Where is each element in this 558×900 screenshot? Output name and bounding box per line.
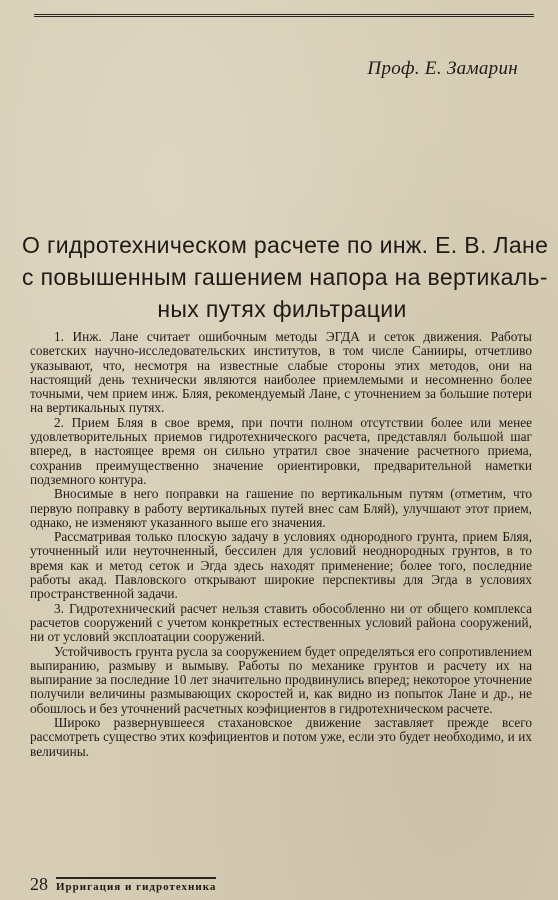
paragraph-7: Широко развернувшееся стахановское движение заставляет прежде всего рассмотреть существо этих коэфициентов и потом уже, если это будет необходимо, и их величины. <box>30 715 532 759</box>
article-body <box>30 330 532 759</box>
page-number: 28 <box>30 874 48 894</box>
paragraph-6: Устойчивость грунта русла за сооружением будет определяться его сопротивлением выпиранию, размыву и вымыву. Работы по механике грунтов и расчету их на выпирание за последние 10 лет значительно продвинулись вперед; некоторое уточнение получили величины размывающих скоростей и, как видно из попыток Лане и др., не обошлось и без уточнений расчетных коэфициентов в гидротехническом расчете. <box>30 643 532 716</box>
paragraph-5: 3. Гидротехнический расчет нельзя ставить обособленно ни от общего комплекса расчетов сооружений с учетом конкретных естественных условий района сооружений, ни от условий эксплоатации сооружений. <box>30 600 532 645</box>
page-footer <box>30 875 216 893</box>
journal-name: Ирригация и гидротехника <box>56 877 216 893</box>
title-line-1: О гидротехническом расчете по инж. Е. В. Лане <box>22 232 549 258</box>
top-double-rule <box>34 14 534 17</box>
title-line-2: с повышенным гашением напора на вертикаль- <box>22 264 548 290</box>
article-title <box>22 229 549 325</box>
author-name: Проф. Е. Замарин <box>367 58 518 79</box>
paragraph-1: 1. Инж. Лане считает ошибочным методы ЭГДА и сеток движения. Работы советских научно-исследовательских институтов, в том числе Санииры, отчетливо указывают, что, несмотря на известные слабые стороны этих методов, они на настоящий день технически являются наиболее приемлемыми и несомненно более точными, чем прием инж. Бляя, рекомендуемый Лане, с уточнением за большие потери на вертикальных путях. <box>30 329 532 416</box>
paragraph-4: Рассматривая только плоскую задачу в условиях однородного грунта, прием Бляя, уточненный или неуточненный, бессилен для условий неоднородных грунтов, в то время как и метод сеток и Эгда здесь находят применение; более того, последние работы акад. Павловского открывают широкие перспективы для Эгда в условиях пространственной задачи. <box>30 529 532 602</box>
paragraph-2: 2. Прием Бляя в свое время, при почти полном отсутствии более или менее удовлетворительных приемов гидротехнического расчета, представлял большой шаг вперед, в настоящее время он сильно утратил свое значение расчетного приема, сохранив преимущественно значение ориентировки, предварительной наметки подземного контура. <box>30 414 532 487</box>
title-line-3: ных путях фильтрации <box>157 296 407 322</box>
paragraph-3: Вносимые в него поправки на гашение по вертикальным путям (отметим, что первую поправку в работу вертикальных путей внес сам Бляй), улучшают этот прием, однако, не изменяют указанного выше его значения. <box>30 486 532 530</box>
